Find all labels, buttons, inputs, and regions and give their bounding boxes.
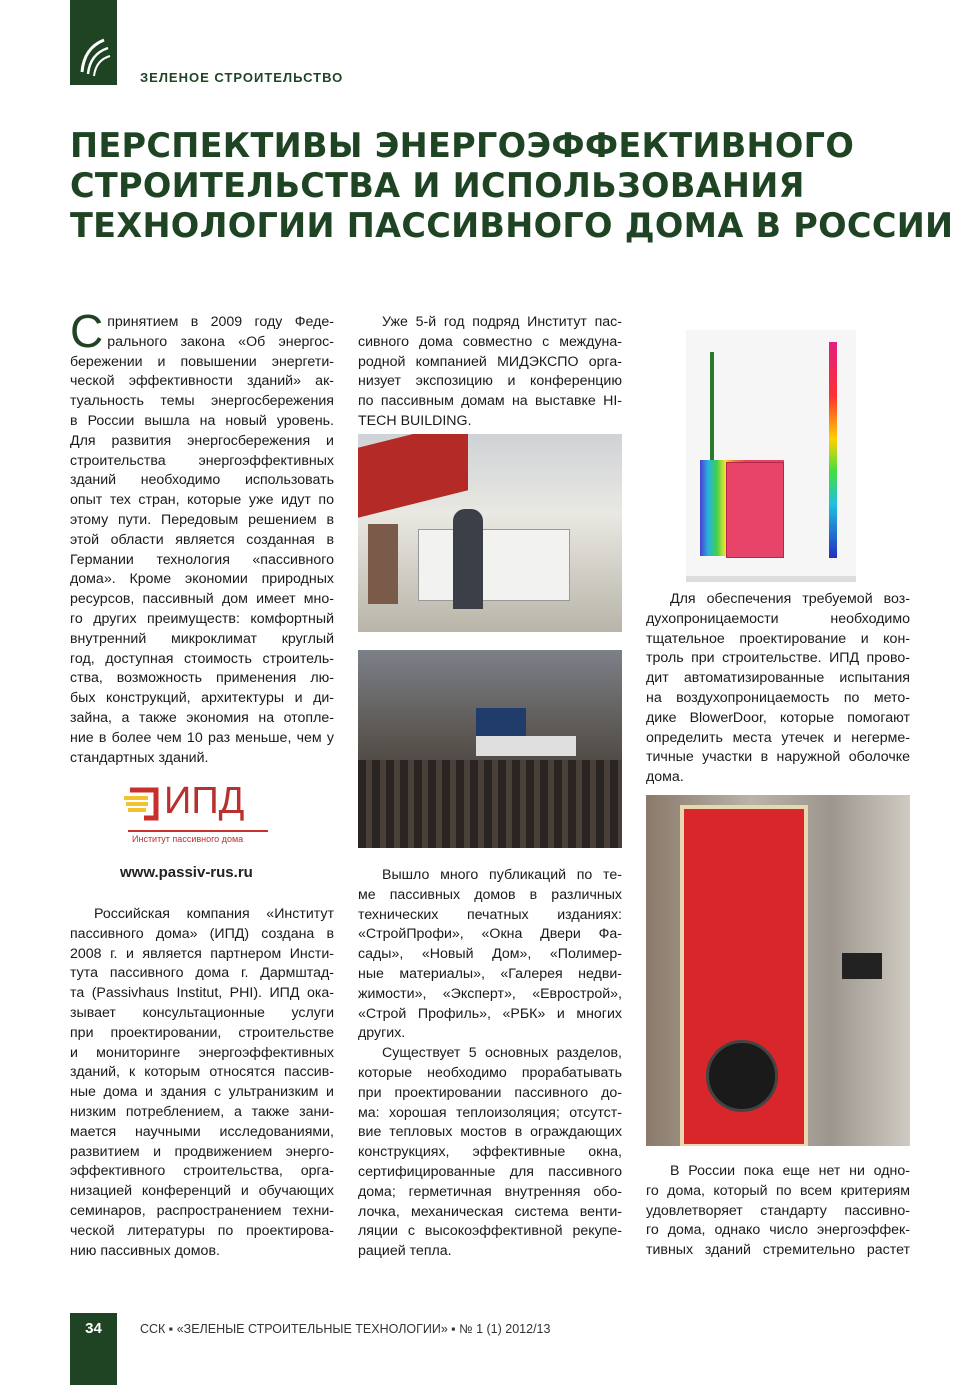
ipd-logo-text: ИПД [164,780,245,822]
conference-hall-photo [358,650,622,848]
text-line: год, доступная стоимость строитель- [70,650,334,667]
text-line: внутренний микроклимат круглый [70,630,334,647]
exhibition-booth-photo [358,434,622,632]
column-3-lower [646,1162,910,1261]
text-line: жимости», «Эксперт», «Еврострой», [358,985,622,1002]
text-line: Существует 5 основных разделов, [382,1045,622,1062]
text-line: и мониторинге энергоэффективных [70,1044,334,1061]
text-line: принятием в 2009 году Феде- [107,314,334,330]
text-line: бых конструкций, архитектуры и ди- [70,690,334,707]
text-line: которые необходимо прорабатывать [358,1064,622,1081]
ipd-logo [118,778,268,850]
text-line: «СтройПрофи», «Окна Двери Фа- [358,926,622,943]
text-line: при проектировании, строительстве [70,1024,334,1041]
column-3 [646,590,910,788]
text-line: других. [358,1025,406,1042]
text-line: тута пассивного дома г. Дармштад- [70,965,334,982]
footer-publication: ССК ▪ «ЗЕЛЕНЫЕ СТРОИТЕЛЬНЫЕ ТЕХНОЛОГИИ» ▪ № 1 (1) 2012/13 [140,1322,551,1336]
text-line: ляции с высокоэффективной рекупе- [358,1223,622,1240]
page-number: 34 [85,1320,102,1337]
text-line: в России вышла на новый уровень. [70,412,334,429]
paragraph [358,866,622,1044]
text-line: дома». Кроме экономии природных [70,571,334,588]
paragraph [646,590,910,788]
title-line: ПЕРСПЕКТИВЫ ЭНЕРГОЭФФЕКТИВНОГО [70,126,855,165]
text-line: этому пути. Передовым решением в [70,511,334,528]
text-line: ческой литературы по проектирова- [70,1222,334,1239]
text-line: духопроницаемости необходимо [646,610,910,627]
column-1 [70,305,334,768]
text-line: сертифицированные для пассивного [358,1163,622,1180]
color-scale-bar [829,342,837,558]
text-line: низким потреблением, а также зани- [70,1103,334,1120]
text-line: ма: хорошая теплоизоляция; отсутст- [358,1104,622,1121]
text-line: определить места утечек и негерме- [646,729,910,746]
text-line: го других преимуществ: комфортный [70,610,334,627]
header-green-block [70,0,117,85]
paragraph [70,305,334,768]
text-line: развитием и продвижением энерго- [70,1143,334,1160]
text-line: технических печатных изданиях: [358,906,622,923]
text-line: семинаров, распространением техни- [70,1202,334,1219]
text-line: мается научными исследованиями, [70,1123,334,1140]
text-line: ме пассивных домов в различных [358,886,622,903]
text-line: Германии технология «пассивного [70,551,334,568]
text-line: ные материалы», «Галерея недви- [358,965,622,982]
text-line: лочка, механическая система венти- [358,1203,622,1220]
text-line: туальность темы энергосбережения [70,393,334,410]
column-2 [358,313,622,432]
text-line: Российская компания «Институт [94,906,334,922]
text-line: 2008 г. и является партнером Инсти- [70,945,334,962]
text-line: зывает консультационные услуги [70,1004,334,1021]
text-line: Для развития энергосбережения и [70,432,334,449]
text-line: конструкциях, эффективные окна, [358,1144,622,1161]
title-line: СТРОИТЕЛЬСТВА И ИСПОЛЬЗОВАНИЯ [70,166,805,205]
title-line: ТЕХНОЛОГИИ ПАССИВНОГО ДОМА В РОССИИ [70,206,954,245]
text-line: зданий, к которым относятся пассив- [70,1064,334,1081]
text-line: рального закона «Об энергос- [107,333,334,350]
text-line: ства, возможность применения лю- [70,670,334,687]
text-line: тивных зданий стремительно растет [646,1242,910,1259]
ipd-logo-mark-icon [122,784,162,824]
text-line: сады», «Новый Дом», «Полимер- [358,946,622,963]
paragraph [646,1162,910,1261]
text-line: Вышло много публикаций по те- [382,867,622,883]
text-line: при проектировании пассивного до- [358,1084,622,1101]
leaf-logo-icon [70,0,117,85]
column-1-lower [70,905,334,1261]
text-line: ные дома и здания с ультранизким и [70,1084,334,1101]
text-line: нию пассивных домов. [70,1242,220,1259]
fan-icon [706,1040,778,1112]
text-line: тичные участки в наружной оболочке [646,749,910,766]
text-line: та (Passivhaus Institut, PHI). ИПД ока- [70,985,334,1002]
text-line: эффективного строительства, орга- [70,1163,334,1180]
text-line: TECH BUILDING. [358,412,472,429]
text-line: ние в более чем 10 раз меньше, чем у [70,729,334,746]
text-line: на воздухопроницаемость по мето- [646,689,910,706]
thermal-simulation-diagram [686,330,856,582]
text-line: рацией тепла. [358,1243,452,1260]
text-line: дома. [646,769,684,786]
drop-cap: С [70,305,104,357]
laptop [842,953,882,979]
text-line: В России пока еще нет ни одно- [670,1163,910,1179]
article-title [70,126,953,246]
website-link[interactable]: www.passiv-rus.ru [120,864,253,881]
text-line: удовлетворяет стандарту пассивно- [646,1202,910,1219]
section-label: ЗЕЛЕНОЕ СТРОИТЕЛЬСТВО [140,70,344,85]
text-line: Уже 5-й год подряд Институт пас- [382,314,622,330]
text-line: зданий необходимо использовать [70,472,334,489]
column-2-lower [358,866,622,1262]
text-line: стандартных зданий. [70,749,209,766]
text-line: Для обеспечения требуемой воз- [670,591,910,607]
text-line: го дома, который по всем критериям [646,1182,910,1199]
text-line: дит автоматизированные испытания [646,670,910,687]
text-line: бережении и повышении энергети- [70,353,334,370]
text-line: опыт тех стран, которые уже идут по [70,492,334,509]
ipd-logo-subtitle: Институт пассивного дома [132,834,244,844]
text-line: «Строй Профиль», «РБК» и многих [358,1005,622,1022]
text-line: ческой эффективности зданий» ак- [70,373,334,390]
text-line: тщательное проектирование и кон- [646,630,910,647]
text-line: по пассивным домам на выставке HI- [358,393,622,410]
text-line: го дома, однако число энергоэффек- [646,1222,910,1239]
text-line: пассивного дома» (ИПД) создана в [70,925,334,942]
text-line: ресурсов, пассивный дом имеет мно- [70,591,334,608]
text-line: низацией конференций и обучающих [70,1183,334,1200]
text-line: вие тепловых мостов в ограждающих [358,1124,622,1141]
paragraph [70,905,334,1261]
text-line: троль при строительстве. ИПД прово- [646,650,910,667]
text-line: родной компанией МИДЭКСПО орга- [358,353,622,370]
text-line: этой области является созданная в [70,531,334,548]
text-line: строительства энергоэффективных [70,452,334,469]
text-line: дике BlowerDoor, которые помогают [646,709,910,726]
blowerdoor-test-photo [646,795,910,1146]
paragraph [358,313,622,432]
text-line: зайна, а также экономия на отопле- [70,709,334,726]
paragraph [358,1044,622,1262]
text-line: низует экспозицию и конференцию [358,373,622,390]
text-line: дома; герметичная внутренняя обо- [358,1183,622,1200]
text-line: сивного дома совместно с междуна- [358,333,622,350]
